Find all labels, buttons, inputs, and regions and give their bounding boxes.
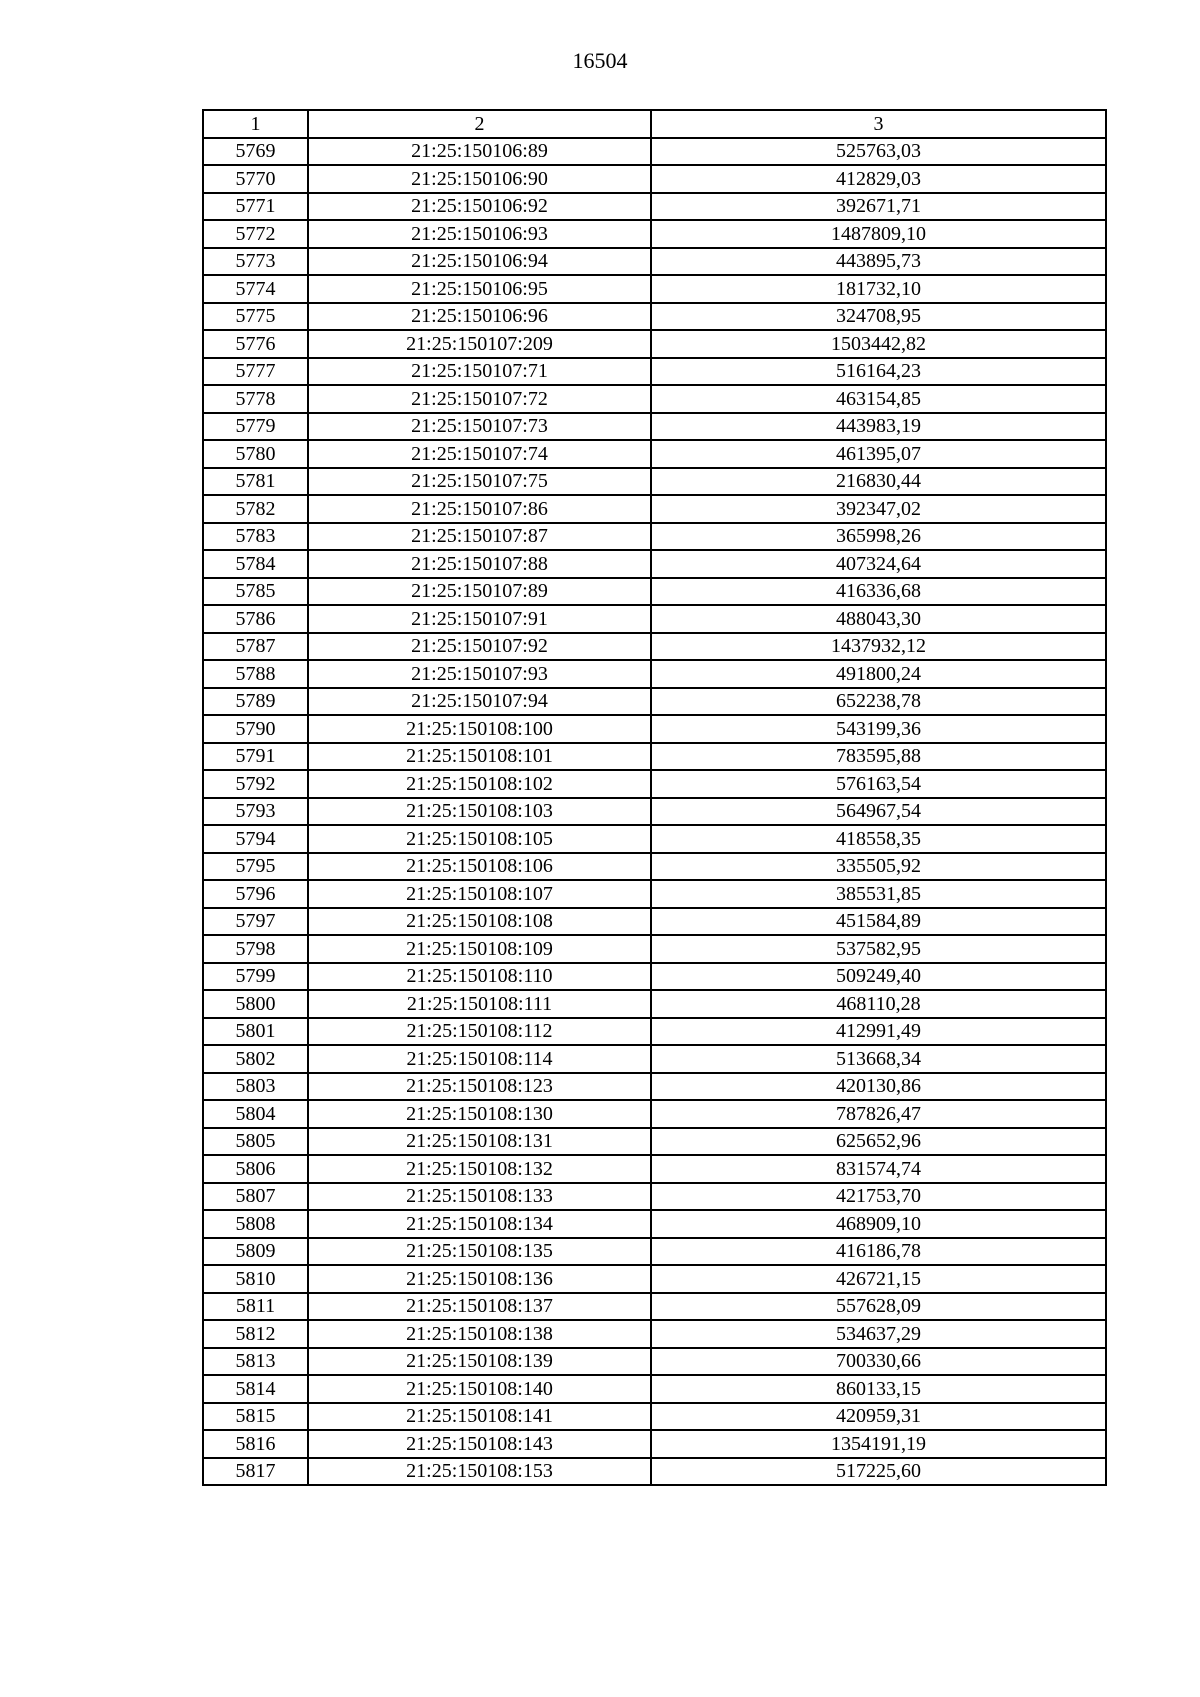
cadastral-number-cell: 21:25:150107:91 — [308, 605, 651, 633]
table-row — [203, 1375, 1106, 1403]
row-number-cell: 5769 — [203, 138, 308, 166]
row-number-cell: 5806 — [203, 1155, 308, 1183]
table-row — [203, 990, 1106, 1018]
cadastral-number-cell: 21:25:150107:94 — [308, 688, 651, 716]
cadastral-value-cell: 416336,68 — [651, 578, 1106, 606]
cadastral-number-cell: 21:25:150108:131 — [308, 1128, 651, 1156]
table-row — [203, 770, 1106, 798]
cadastral-value-cell: 426721,15 — [651, 1265, 1106, 1293]
table-row — [203, 165, 1106, 193]
cadastral-number-cell: 21:25:150108:100 — [308, 715, 651, 743]
table-row — [203, 605, 1106, 633]
cadastral-value-cell: 576163,54 — [651, 770, 1106, 798]
row-number-cell: 5814 — [203, 1375, 308, 1403]
cadastral-value-cell: 1354191,19 — [651, 1430, 1106, 1458]
table-row — [203, 138, 1106, 166]
table-row — [203, 578, 1106, 606]
cadastral-number-cell: 21:25:150108:134 — [308, 1210, 651, 1238]
row-number-cell: 5795 — [203, 853, 308, 881]
table-row — [203, 358, 1106, 386]
cadastral-number-cell: 21:25:150108:138 — [308, 1320, 651, 1348]
cadastral-value-cell: 412991,49 — [651, 1018, 1106, 1046]
row-number-cell: 5775 — [203, 303, 308, 331]
cadastral-value-cell: 537582,95 — [651, 935, 1106, 963]
row-number-cell: 5813 — [203, 1348, 308, 1376]
row-number-cell: 5801 — [203, 1018, 308, 1046]
row-number-cell: 5802 — [203, 1045, 308, 1073]
row-number-cell: 5812 — [203, 1320, 308, 1348]
cadastral-value-cell: 525763,03 — [651, 138, 1106, 166]
cadastral-number-cell: 21:25:150107:74 — [308, 440, 651, 468]
cadastral-number-cell: 21:25:150107:89 — [308, 578, 651, 606]
row-number-cell: 5787 — [203, 633, 308, 661]
cadastral-number-cell: 21:25:150107:86 — [308, 495, 651, 523]
table-row — [203, 908, 1106, 936]
cadastral-value-cell: 534637,29 — [651, 1320, 1106, 1348]
cadastral-number-cell: 21:25:150107:92 — [308, 633, 651, 661]
cadastral-number-cell: 21:25:150108:112 — [308, 1018, 651, 1046]
row-number-cell: 5811 — [203, 1293, 308, 1321]
cadastral-value-cell: 412829,03 — [651, 165, 1106, 193]
row-number-cell: 5782 — [203, 495, 308, 523]
table-row — [203, 413, 1106, 441]
cadastral-number-cell: 21:25:150108:135 — [308, 1238, 651, 1266]
cadastral-number-cell: 21:25:150108:101 — [308, 743, 651, 771]
table-row — [203, 633, 1106, 661]
cadastral-number-cell: 21:25:150108:107 — [308, 880, 651, 908]
row-number-cell: 5779 — [203, 413, 308, 441]
cadastral-number-cell: 21:25:150108:143 — [308, 1430, 651, 1458]
cadastral-value-cell: 860133,15 — [651, 1375, 1106, 1403]
table-row — [203, 550, 1106, 578]
table-header-row — [203, 110, 1106, 138]
cadastral-number-cell: 21:25:150106:90 — [308, 165, 651, 193]
row-number-cell: 5817 — [203, 1458, 308, 1486]
row-number-cell: 5790 — [203, 715, 308, 743]
row-number-cell: 5815 — [203, 1403, 308, 1431]
table-row — [203, 220, 1106, 248]
cadastral-number-cell: 21:25:150106:93 — [308, 220, 651, 248]
row-number-cell: 5799 — [203, 963, 308, 991]
cadastral-number-cell: 21:25:150107:209 — [308, 330, 651, 358]
table-row — [203, 1238, 1106, 1266]
row-number-cell: 5791 — [203, 743, 308, 771]
row-number-cell: 5770 — [203, 165, 308, 193]
table-row — [203, 688, 1106, 716]
table-row — [203, 440, 1106, 468]
cadastral-number-cell: 21:25:150108:103 — [308, 798, 651, 826]
cadastral-value-cell: 516164,23 — [651, 358, 1106, 386]
row-number-cell: 5784 — [203, 550, 308, 578]
row-number-cell: 5785 — [203, 578, 308, 606]
cadastral-number-cell: 21:25:150108:139 — [308, 1348, 651, 1376]
row-number-cell: 5786 — [203, 605, 308, 633]
cadastral-value-cell: 652238,78 — [651, 688, 1106, 716]
row-number-cell: 5776 — [203, 330, 308, 358]
cadastral-number-cell: 21:25:150106:94 — [308, 248, 651, 276]
cadastral-number-cell: 21:25:150108:110 — [308, 963, 651, 991]
table-row — [203, 1320, 1106, 1348]
table-row — [203, 660, 1106, 688]
table-row — [203, 523, 1106, 551]
cadastral-value-cell: 335505,92 — [651, 853, 1106, 881]
cadastral-value-cell: 491800,24 — [651, 660, 1106, 688]
cadastral-number-cell: 21:25:150107:72 — [308, 385, 651, 413]
cadastral-number-cell: 21:25:150108:109 — [308, 935, 651, 963]
cadastral-number-cell: 21:25:150108:153 — [308, 1458, 651, 1486]
cadastral-number-cell: 21:25:150108:111 — [308, 990, 651, 1018]
table-row — [203, 853, 1106, 881]
cadastral-number-cell: 21:25:150107:93 — [308, 660, 651, 688]
cadastral-number-cell: 21:25:150108:114 — [308, 1045, 651, 1073]
row-number-cell: 5794 — [203, 825, 308, 853]
cadastral-value-cell: 557628,09 — [651, 1293, 1106, 1321]
cadastral-value-cell: 831574,74 — [651, 1155, 1106, 1183]
cadastral-value-cell: 418558,35 — [651, 825, 1106, 853]
cadastral-number-cell: 21:25:150108:108 — [308, 908, 651, 936]
table-row — [203, 1210, 1106, 1238]
table-row — [203, 1073, 1106, 1101]
row-number-cell: 5777 — [203, 358, 308, 386]
table-row — [203, 1183, 1106, 1211]
row-number-cell: 5778 — [203, 385, 308, 413]
cadastral-number-cell: 21:25:150108:130 — [308, 1100, 651, 1128]
cadastral-number-cell: 21:25:150108:137 — [308, 1293, 651, 1321]
cadastral-value-cell: 420130,86 — [651, 1073, 1106, 1101]
cadastral-value-cell: 468909,10 — [651, 1210, 1106, 1238]
cadastral-value-cell: 564967,54 — [651, 798, 1106, 826]
cadastral-value-cell: 463154,85 — [651, 385, 1106, 413]
cadastral-value-cell: 421753,70 — [651, 1183, 1106, 1211]
table-row — [203, 743, 1106, 771]
row-number-cell: 5772 — [203, 220, 308, 248]
cadastral-value-cell: 216830,44 — [651, 468, 1106, 496]
cadastral-value-cell: 625652,96 — [651, 1128, 1106, 1156]
cadastral-value-cell: 543199,36 — [651, 715, 1106, 743]
table-row — [203, 798, 1106, 826]
cadastral-value-cell: 392347,02 — [651, 495, 1106, 523]
table-row — [203, 715, 1106, 743]
table-row — [203, 1100, 1106, 1128]
table-row — [203, 935, 1106, 963]
table-row — [203, 495, 1106, 523]
table-row — [203, 825, 1106, 853]
cadastral-value-cell: 509249,40 — [651, 963, 1106, 991]
cadastral-value-cell: 517225,60 — [651, 1458, 1106, 1486]
cadastral-value-cell: 365998,26 — [651, 523, 1106, 551]
row-number-cell: 5793 — [203, 798, 308, 826]
cadastral-number-cell: 21:25:150106:95 — [308, 275, 651, 303]
table-row — [203, 303, 1106, 331]
cadastral-value-cell: 1487809,10 — [651, 220, 1106, 248]
table-row — [203, 1045, 1106, 1073]
cadastral-number-cell: 21:25:150107:75 — [308, 468, 651, 496]
column-header-3: 3 — [651, 110, 1106, 138]
cadastral-number-cell: 21:25:150108:140 — [308, 1375, 651, 1403]
row-number-cell: 5800 — [203, 990, 308, 1018]
cadastral-value-cell: 488043,30 — [651, 605, 1106, 633]
cadastral-value-cell: 443983,19 — [651, 413, 1106, 441]
table-row — [203, 1155, 1106, 1183]
row-number-cell: 5780 — [203, 440, 308, 468]
table-row — [203, 193, 1106, 221]
cadastral-value-cell: 416186,78 — [651, 1238, 1106, 1266]
cadastral-number-cell: 21:25:150108:133 — [308, 1183, 651, 1211]
table-row — [203, 1128, 1106, 1156]
cadastral-number-cell: 21:25:150108:102 — [308, 770, 651, 798]
cadastral-number-cell: 21:25:150108:123 — [308, 1073, 651, 1101]
table-row — [203, 963, 1106, 991]
row-number-cell: 5796 — [203, 880, 308, 908]
cadastral-number-cell: 21:25:150106:92 — [308, 193, 651, 221]
table-body — [203, 138, 1106, 1486]
cadastral-value-cell: 451584,89 — [651, 908, 1106, 936]
row-number-cell: 5774 — [203, 275, 308, 303]
cadastral-number-cell: 21:25:150106:89 — [308, 138, 651, 166]
row-number-cell: 5788 — [203, 660, 308, 688]
row-number-cell: 5771 — [203, 193, 308, 221]
column-header-1: 1 — [203, 110, 308, 138]
row-number-cell: 5789 — [203, 688, 308, 716]
table-row — [203, 1018, 1106, 1046]
cadastral-number-cell: 21:25:150107:88 — [308, 550, 651, 578]
cadastral-value-cell: 787826,47 — [651, 1100, 1106, 1128]
table-row — [203, 1403, 1106, 1431]
table-row — [203, 248, 1106, 276]
cadastral-value-table — [202, 109, 1107, 1486]
cadastral-number-cell: 21:25:150106:96 — [308, 303, 651, 331]
row-number-cell: 5792 — [203, 770, 308, 798]
cadastral-value-cell: 1503442,82 — [651, 330, 1106, 358]
page-number: 16504 — [572, 48, 628, 73]
table-row — [203, 880, 1106, 908]
table-row — [203, 1293, 1106, 1321]
cadastral-value-cell: 407324,64 — [651, 550, 1106, 578]
row-number-cell: 5809 — [203, 1238, 308, 1266]
table-row — [203, 1265, 1106, 1293]
cadastral-value-cell: 181732,10 — [651, 275, 1106, 303]
cadastral-value-cell: 385531,85 — [651, 880, 1106, 908]
cadastral-number-cell: 21:25:150107:73 — [308, 413, 651, 441]
cadastral-value-cell: 420959,31 — [651, 1403, 1106, 1431]
row-number-cell: 5783 — [203, 523, 308, 551]
row-number-cell: 5807 — [203, 1183, 308, 1211]
row-number-cell: 5797 — [203, 908, 308, 936]
table-row — [203, 385, 1106, 413]
row-number-cell: 5798 — [203, 935, 308, 963]
cadastral-value-cell: 783595,88 — [651, 743, 1106, 771]
table-row — [203, 1430, 1106, 1458]
row-number-cell: 5803 — [203, 1073, 308, 1101]
row-number-cell: 5808 — [203, 1210, 308, 1238]
cadastral-value-cell: 468110,28 — [651, 990, 1106, 1018]
row-number-cell: 5773 — [203, 248, 308, 276]
table-row — [203, 1348, 1106, 1376]
cadastral-value-cell: 1437932,12 — [651, 633, 1106, 661]
cadastral-number-cell: 21:25:150107:71 — [308, 358, 651, 386]
column-header-2: 2 — [308, 110, 651, 138]
cadastral-value-cell: 513668,34 — [651, 1045, 1106, 1073]
row-number-cell: 5804 — [203, 1100, 308, 1128]
cadastral-number-cell: 21:25:150108:141 — [308, 1403, 651, 1431]
cadastral-value-cell: 324708,95 — [651, 303, 1106, 331]
row-number-cell: 5805 — [203, 1128, 308, 1156]
row-number-cell: 5781 — [203, 468, 308, 496]
table-row — [203, 1458, 1106, 1486]
cadastral-value-cell: 700330,66 — [651, 1348, 1106, 1376]
cadastral-value-cell: 443895,73 — [651, 248, 1106, 276]
cadastral-value-cell: 392671,71 — [651, 193, 1106, 221]
cadastral-number-cell: 21:25:150108:105 — [308, 825, 651, 853]
table-row — [203, 468, 1106, 496]
cadastral-number-cell: 21:25:150107:87 — [308, 523, 651, 551]
row-number-cell: 5810 — [203, 1265, 308, 1293]
cadastral-number-cell: 21:25:150108:136 — [308, 1265, 651, 1293]
cadastral-number-cell: 21:25:150108:132 — [308, 1155, 651, 1183]
table-row — [203, 330, 1106, 358]
cadastral-value-cell: 461395,07 — [651, 440, 1106, 468]
table-row — [203, 275, 1106, 303]
cadastral-number-cell: 21:25:150108:106 — [308, 853, 651, 881]
row-number-cell: 5816 — [203, 1430, 308, 1458]
